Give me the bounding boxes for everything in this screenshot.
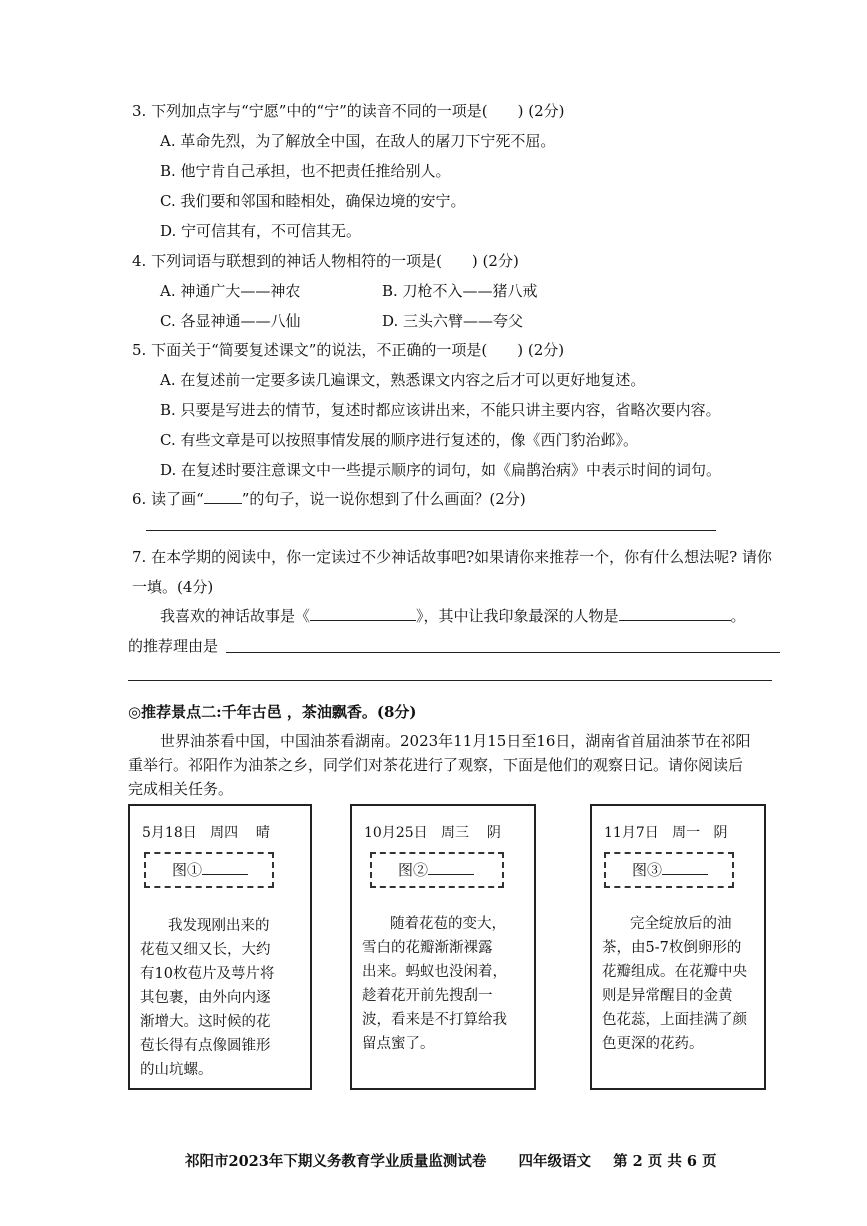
diary-3-line: 则是异常醒目的金黄 [602, 988, 733, 1004]
diary-1-line: 渐增大。这时候的花 [140, 1014, 271, 1030]
diary-3-weekday: 周一 [672, 825, 701, 841]
diary-card-2 [350, 804, 536, 1090]
q5-stem: 5. 下面关于“简要复述课文”的说法，不正确的一项是( ) (2分) [132, 341, 565, 359]
diary-2-line: 留点蜜了。 [362, 1036, 435, 1052]
diary-2-line: 随着花苞的变大， [390, 916, 506, 932]
q5-option-d: D. 在复述时要注意课文中一些提示顺序的词句，如《扁鹊治病》中表示时间的词句。 [160, 461, 722, 479]
diary-1-figure-box [144, 852, 274, 888]
q7-reason-line-1[interactable] [226, 652, 780, 653]
diary-1-line: 的山坑螺。 [140, 1062, 213, 1078]
diary-1-weather: 晴 [255, 825, 270, 841]
diary-2-body [362, 912, 507, 1056]
diary-1-line: 苞长得有点像圆锥形 [140, 1038, 271, 1054]
diary-2-weekday: 周三 [441, 825, 469, 841]
diary-1-figure-label: 图① [172, 861, 203, 879]
q6-stem-post: ”的句子，说一说你想到了什么画面？(2分) [241, 490, 526, 508]
diary-card-3 [590, 804, 766, 1090]
diary-3-line: 完全绽放后的油 [630, 916, 732, 932]
q7-fill-line-1 [160, 606, 860, 626]
diary-3-line: 色花蕊，上面挂满了颜 [602, 1012, 747, 1028]
diary-1-line: 我发现刚出来的 [168, 918, 270, 934]
q5-option-b: B. 只要是写进去的情节，复述时都应该讲出来，不能只讲主要内容，省略次要内容。 [160, 401, 721, 419]
diary-1-line: 其包裹，由外向内逐 [140, 990, 271, 1006]
diary-3-figure-box [604, 852, 734, 888]
q4-option-a: A. 神通广大——神农 [160, 282, 301, 300]
diary-2-figure-blank[interactable] [428, 874, 474, 875]
diary-3-line: 色更深的花药。 [602, 1036, 704, 1052]
q7-fill-1-end: 。 [730, 607, 746, 625]
q6-answer-line[interactable] [146, 530, 716, 531]
diary-3-line: 茶，由5-7枚倒卵形的 [602, 940, 742, 956]
diary-2-figure-box [370, 852, 504, 888]
diary-2-line: 雪白的花瓣渐渐裸露 [362, 940, 493, 956]
section2-intro-2: 重举行。祁阳作为油茶之乡，同学们对茶花进行了观察，下面是他们的观察日记。请你阅读后 [128, 756, 744, 774]
q7-reason-line-2[interactable] [128, 680, 772, 681]
q4-option-d: D. 三头六臂——夸父 [382, 312, 524, 330]
q7-fill-2-pre: 的推荐理由是 [128, 637, 219, 655]
diary-2-figure-label: 图② [398, 861, 429, 879]
diary-2-date: 10月25日 [364, 825, 428, 841]
diary-1-body [140, 914, 274, 1082]
diary-3-figure-blank[interactable] [662, 874, 708, 875]
q3-option-c: C. 我们要和邻国和睦相处，确保边境的安宁。 [160, 192, 466, 210]
footer-subject: 四年级语文 [518, 1153, 591, 1170]
diary-2-weather: 阴 [486, 825, 501, 841]
diary-3-line: 花瓣组成。在花瓣中央 [602, 964, 747, 980]
q5-option-a: A. 在复述前一定要多读几遍课文，熟悉课文内容之后才可以更好地复述。 [160, 371, 646, 389]
diary-3-header [604, 822, 727, 842]
diary-1-weekday: 周四 [210, 825, 239, 841]
diary-3-date: 11月7日 [604, 825, 659, 841]
q7-stem-cont: 一填。(4分) [132, 578, 214, 596]
footer-page-number: 第 2 页 共 6 页 [613, 1153, 717, 1170]
diary-2-line: 趁着花开前先搜刮一 [362, 988, 493, 1004]
diary-1-date: 5月18日 [142, 825, 197, 841]
section2-intro-3: 完成相关任务。 [128, 780, 234, 798]
q7-character-blank[interactable] [619, 620, 731, 621]
q4-option-b: B. 刀枪不入——猪八戒 [382, 282, 538, 300]
diary-2-line: 波，看来是不打算给我 [362, 1012, 507, 1028]
diary-card-1 [128, 804, 312, 1090]
q3-option-a: A. 革命先烈，为了解放全中国，在敌人的屠刀下宁死不屈。 [160, 132, 556, 150]
section2-title: ◎推荐景点二:千年古邑 ，茶油飘香。(8分) [128, 703, 417, 721]
section2-intro-1: 世界油茶看中国，中国油茶看湖南。2023年11月15日至16日，湖南省首届油茶节在祁阳 [160, 732, 751, 750]
diary-3-figure-label: 图③ [632, 861, 663, 879]
diary-2-header [364, 822, 501, 842]
diary-1-header [142, 822, 270, 842]
diary-1-line: 有10枚苞片及萼片将 [140, 966, 275, 982]
q5-option-c: C. 有些文章是可以按照事情发展的顺序进行复述的，像《西门豹治邺》。 [160, 431, 638, 449]
q4-option-c: C. 各显神通——八仙 [160, 312, 301, 330]
q7-fill-1-mid: 》，其中让我印象最深的人物是 [416, 607, 619, 625]
q7-fill-1-pre: 我喜欢的神话故事是《 [160, 607, 311, 625]
diary-1-line: 花苞又细又长，大约 [140, 942, 271, 958]
diary-1-figure-blank[interactable] [202, 874, 248, 875]
diary-3-body [602, 912, 747, 1056]
q3-stem: 3. 下列加点字与“宁愿”中的“宁”的读音不同的一项是( ) (2分) [132, 102, 565, 120]
q3-option-d: D. 宁可信其有，不可信其无。 [160, 222, 362, 240]
page-footer [185, 1150, 717, 1171]
q7-stem: 7. 在本学期的阅读中，你一定读过不少神话故事吧?如果请你来推荐一个，你有什么想法呢? 请你 [132, 548, 772, 566]
q4-stem: 4. 下列词语与联想到的神话人物相符的一项是( ) (2分) [132, 252, 519, 270]
diary-3-weather: 阴 [713, 825, 728, 841]
diary-2-line: 出来。蚂蚁也没闲着， [362, 964, 507, 980]
q6-stem [132, 489, 526, 509]
q6-stem-pre: 6. 读了画“ [132, 490, 204, 508]
q6-blank [204, 503, 242, 504]
footer-exam-title: 祁阳市2023年下期义务教育学业质量监测试卷 [185, 1153, 487, 1170]
q3-option-b: B. 他宁肯自己承担，也不把责任推给别人。 [160, 162, 451, 180]
q7-story-blank[interactable] [310, 620, 416, 621]
